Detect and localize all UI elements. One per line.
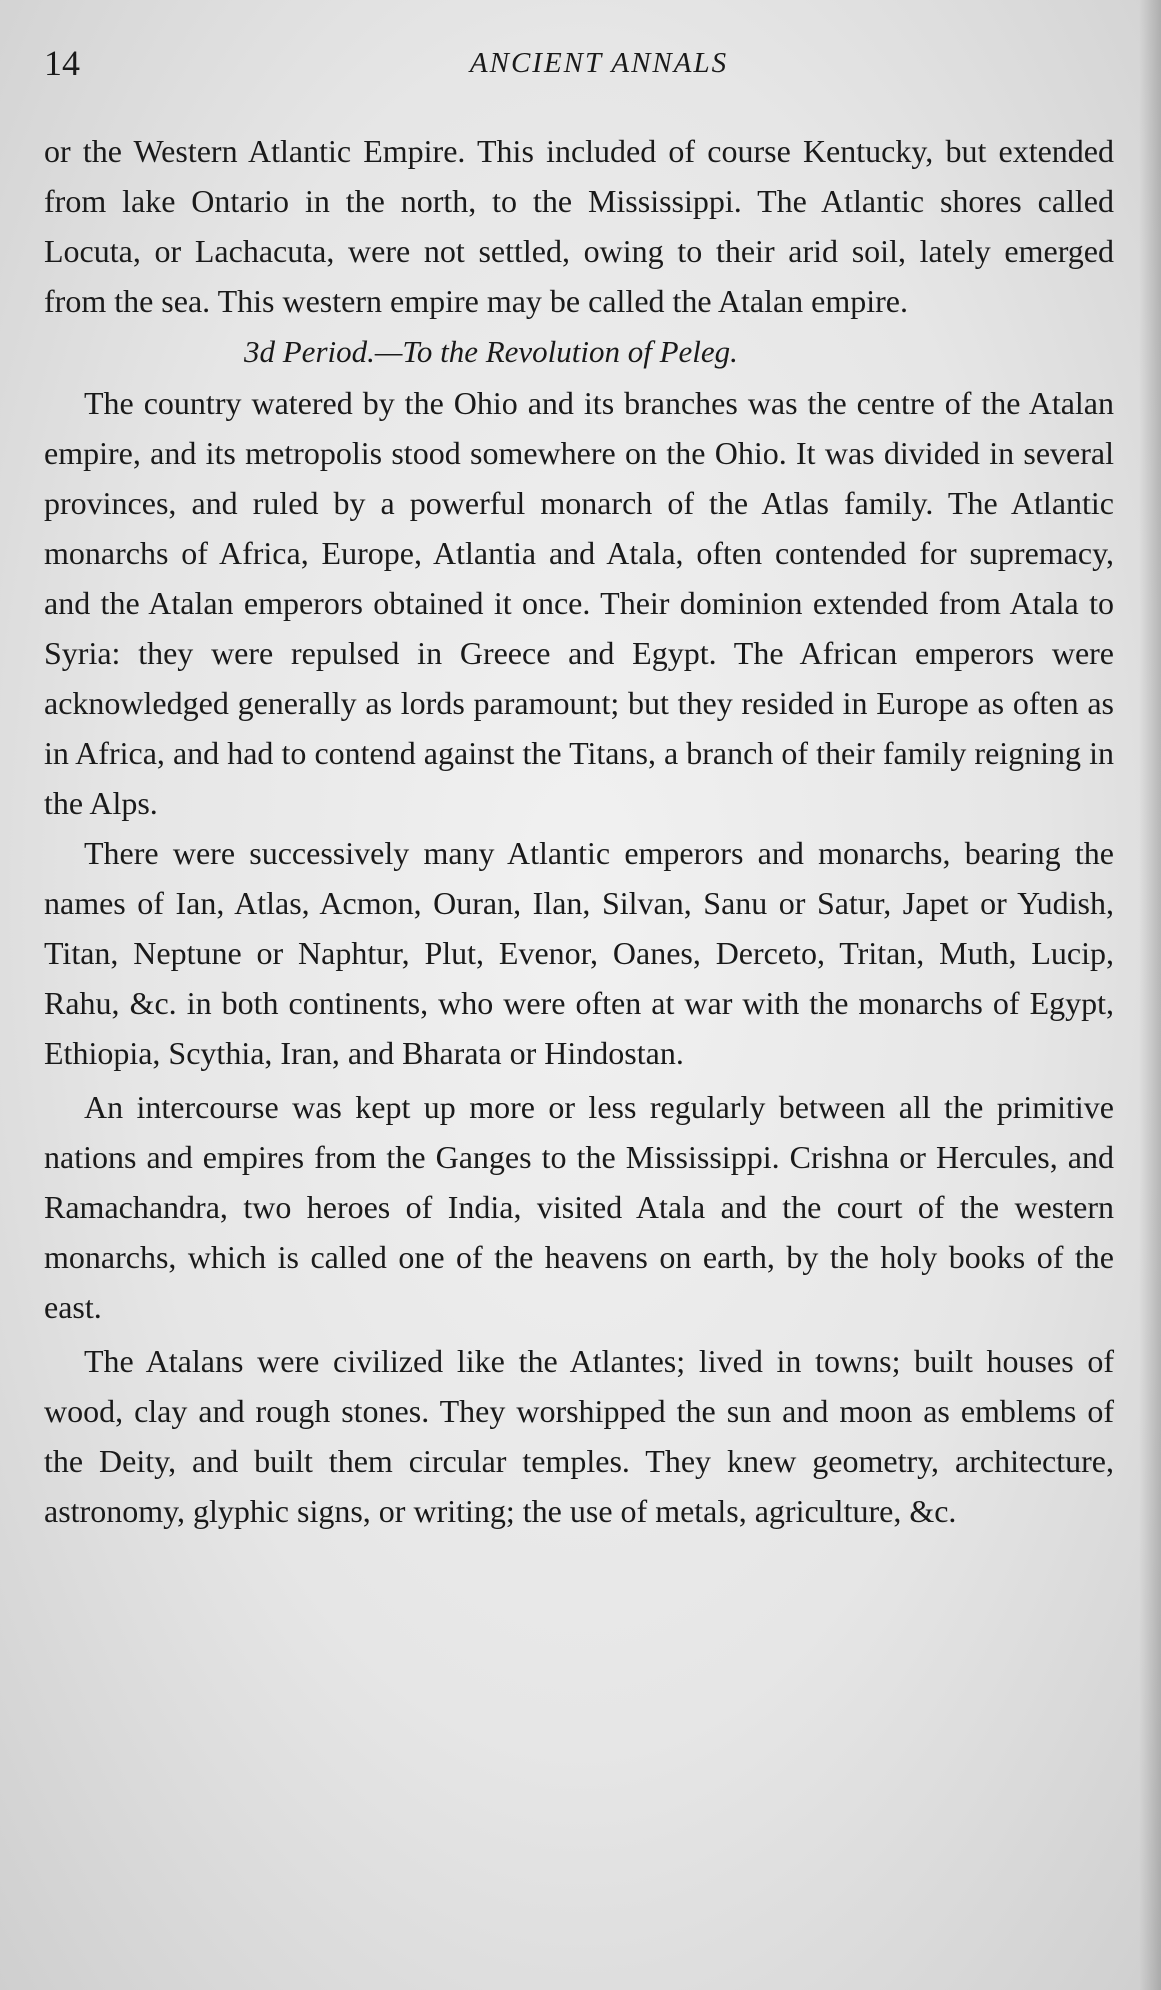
paragraph-atlantic-emperors: There were successively many Atlantic emperors and monarchs, bearing the names of Ian, Atlas, Acmon, Ouran, Ilan, Silvan, Sanu or Satur, Japet or Yudish, Titan, Neptune or Naphtur, Plut, Evenor, Oanes, Derceto, Tritan, Muth, Lucip, Rahu, &c. in both continents, who were often at war with the monarchs of Egypt, Ethiopia, Scythia, Iran, and Bharata or Hindostan. [44, 835, 1114, 1071]
page-edge-shadow [1139, 0, 1161, 1990]
page-number: 14 [44, 43, 80, 83]
paragraph-intercourse: An intercourse was kept up more or less regularly between all the primitive nations and empires from the Ganges to the Mississippi. Crishna or Hercules, and Ramachandra, two heroes of India, visited Atala and the court of the western monarchs, which is called one of the heavens on earth, by the holy books of the east. [44, 1089, 1114, 1325]
body-text [44, 126, 1114, 1536]
running-title: ANCIENT ANNALS [469, 47, 729, 79]
section-heading: 3d Period.—To the Revolution of Peleg. [244, 334, 738, 369]
paragraph-atalan-civilization: The Atalans were civilized like the Atlantes; lived in towns; built houses of wood, clay and rough stones. They worshipped the sun and moon as emblems of the Deity, and built them circular temples. They knew geometry, architecture, astronomy, glyphic signs, or writing; the use of metals, agriculture, &c. [44, 1343, 1114, 1529]
running-head [44, 38, 1114, 88]
paragraph-western-empire: or the Western Atlantic Empire. This included of course Kentucky, but extended from lake Ontario in the north, to the Mississippi. The Atlantic shores called Locuta, or Lachacuta, were not settled, owing to their arid soil, lately emerged from the sea. This western empire may be called the Atalan empire. [44, 133, 1114, 319]
paragraph-atalan-empire: The country watered by the Ohio and its branches was the centre of the Atalan empire, and its metropolis stood somewhere on the Ohio. It was divided in several provinces, and ruled by a powerful monarch of the Atlas family. The Atlantic monarchs of Africa, Europe, Atlantia and Atala, often contended for supremacy, and the Atalan emperors obtained it once. Their dominion extended from Atala to Syria: they were repulsed in Greece and Egypt. The African emperors were acknowledged generally as lords paramount; but they resided in Europe as often as in Africa, and had to contend against the Titans, a branch of their family reigning in the Alps. [44, 385, 1114, 821]
